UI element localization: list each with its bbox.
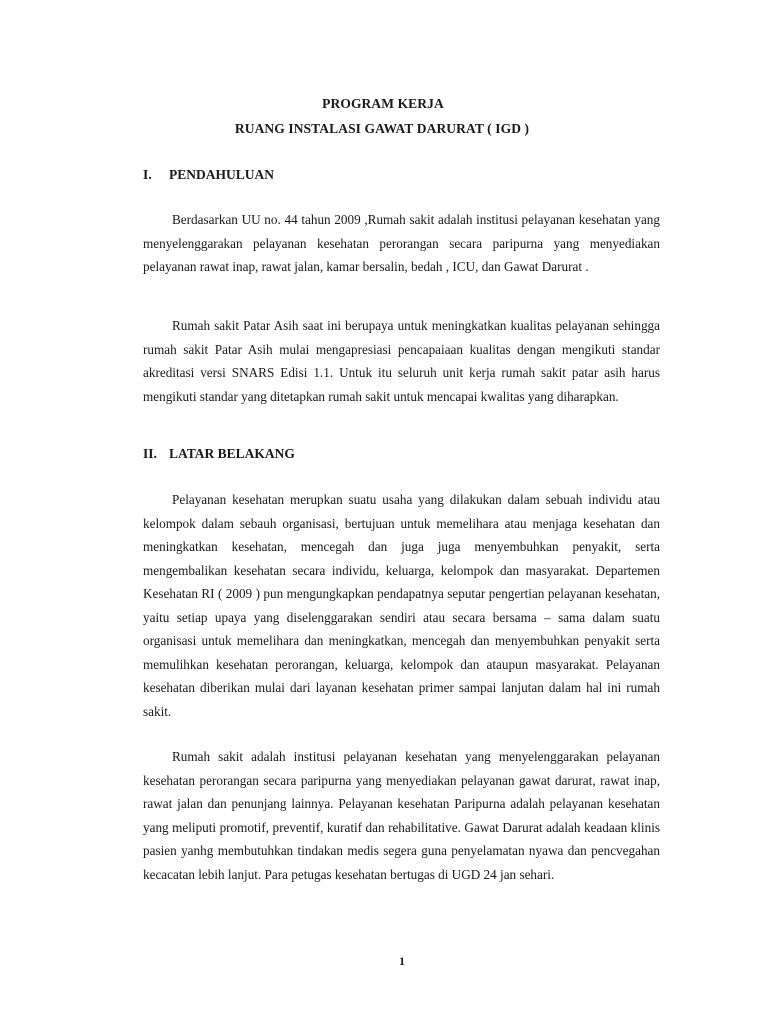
section-title: LATAR BELAKANG	[169, 446, 295, 461]
document-subtitle: RUANG INSTALASI GAWAT DARURAT ( IGD )	[234, 121, 530, 136]
section-heading-latar-belakang	[143, 446, 295, 462]
section-title: PENDAHULUAN	[169, 167, 275, 182]
document-title: PROGRAM KERJA	[322, 96, 444, 111]
section-number: II.	[143, 446, 157, 461]
section-number: I.	[143, 167, 152, 182]
paragraph: Berdasarkan UU no. 44 tahun 2009 ,Rumah sakit adalah institusi pelayanan kesehatan yang menyelenggarakan pelayanan kesehatan perorangan secara paripurna yang menyediakan pelayanan rawat inap, rawat jalan, kamar bersalin, bedah , ICU, dan Gawat Darurat .	[143, 212, 660, 274]
section-heading-pendahuluan	[143, 167, 274, 183]
paragraph: Rumah sakit adalah institusi pelayanan kesehatan yang menyelenggarakan pelayanan kesehatan perorangan secara paripurna yang menyediakan pelayanan gawat darurat, rawat inap, rawat jalan dan penunjang lainnya. Pelayanan kesehatan Paripurna adalah pelayanan kesehatan yang meliputi promotif, preventif, kuratif dan rehabilitative. Gawat Darurat adalah keadaan klinis pasien yanhg membutuhkan tindakan medis segera guna penyelamatan nyawa dan pencvegahan kecacatan lebih lanjut. Para petugas kesehatan bertugas di UGD 24 jan sehari.	[143, 749, 660, 882]
paragraph: Pelayanan kesehatan merupkan suatu usaha yang dilakukan dalam sebuah individu atau kelompok dalam sebauh organisasi, bertujuan untuk memelihara atau menjaga kesehatan dan meningkatkan kesehatan, mencegah dan juga juga menyembuhkan penyakit, serta mengembalikan kesehatan secara individu, keluarga, kelompok dan masyarakat. Departemen Kesehatan RI ( 2009 ) pun mengungkapkan pendapatnya seputar pengertian pelayanan kesehatan, yaitu setiap upaya yang diselenggarakan sendiri atau secara bersama – sama dalam suatu organisasi untuk memelihara dan meningkatkan, mencegah dan menyembuhkan penyakit serta memulihkan kesehatan perorangan, keluarga, kelompok dan ataupun masyarakat. Pelayanan kesehatan diberikan mulai dari layanan kesehatan primer sampai lanjutan dalam hal ini rumah sakit.	[143, 492, 660, 719]
page-number: 1	[399, 954, 405, 968]
paragraph: Rumah sakit Patar Asih saat ini berupaya untuk meningkatkan kualitas pelayanan sehingga rumah sakit Patar Asih mulai mengapresiasi pencapaiaan kualitas dengan mengikuti standar akreditasi versi SNARS Edisi 1.1. Untuk itu seluruh unit kerja rumah sakit patar asih harus mengikuti standar yang ditetapkan rumah sakit untuk mencapai kwalitas yang diharapkan.	[143, 318, 660, 404]
